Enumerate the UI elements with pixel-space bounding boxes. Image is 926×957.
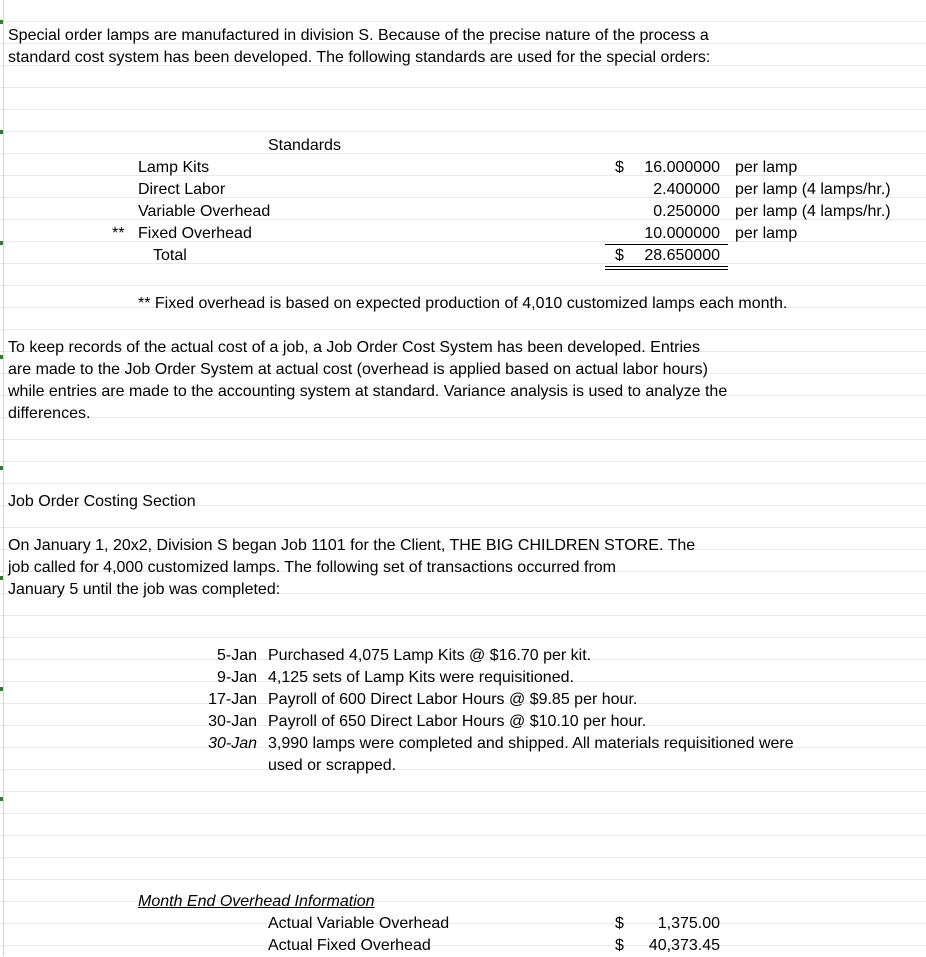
footnote-marker: ** [112,225,125,242]
standards-unit: per lamp (4 lamps/hr.) [735,203,891,220]
standards-label: Fixed Overhead [138,225,252,242]
overhead-heading: Month End Overhead Information [138,893,375,910]
paragraph-line: On January 1, 20x2, Division S began Job 1101 for the Client, THE BIG CHILDREN STORE. The [8,537,696,554]
currency-symbol: $ [615,247,624,264]
standards-total-amount: 28.650000 [644,247,720,264]
standards-amount: 2.400000 [653,181,720,198]
paragraph-line: while entries are made to the accounting system at standard. Variance analysis is used to analyze the [8,383,728,400]
paragraph-line: To keep records of the actual cost of a job, a Job Order Cost System has been developed. Entries [8,339,700,356]
paragraph-line: differences. [8,405,91,422]
transaction-text: Payroll of 650 Direct Labor Hours @ $10.10 per hour. [268,713,647,730]
overhead-amount: 40,373.45 [648,937,720,954]
transaction-date: 30-Jan [208,713,257,730]
transaction-text: 4,125 sets of Lamp Kits were requisitioned. [268,669,574,686]
intro-line: standard cost system has been developed. The following standards are used for the special orders: [8,49,711,66]
row-marker [0,241,3,245]
intro-line: Special order lamps are manufactured in division S. Because of the precise nature of the process a [8,27,709,44]
standards-footnote: ** Fixed overhead is based on expected production of 4,010 customized lamps each month. [138,295,788,312]
transaction-text: Payroll of 600 Direct Labor Hours @ $9.85 per hour. [268,691,638,708]
transaction-date: 5-Jan [216,647,257,664]
transaction-date: 9-Jan [216,669,257,686]
currency-symbol: $ [615,937,624,954]
overhead-label: Actual Variable Overhead [268,915,450,932]
overhead-label: Actual Fixed Overhead [268,937,431,954]
standards-total-label: Total [153,247,187,264]
currency-symbol: $ [615,159,624,176]
transaction-date: 30-Jan [208,735,257,752]
row-marker [0,687,3,691]
row-marker [0,355,3,359]
section-title: Job Order Costing Section [8,493,196,510]
row-marker [0,466,3,470]
standards-amount: 0.250000 [653,203,720,220]
standards-unit: per lamp [735,159,798,176]
sheet-column-divider [3,0,4,956]
paragraph-line: January 5 until the job was completed: [8,581,281,598]
paragraph-line: are made to the Job Order System at actual cost (overhead is applied based on actual labor hours) [8,361,708,378]
currency-symbol: $ [615,915,624,932]
transaction-text: 3,990 lamps were completed and shipped. All materials requisitioned were [268,735,794,752]
row-marker [0,797,3,801]
transaction-continuation: used or scrapped. [268,757,397,774]
standards-unit: per lamp (4 lamps/hr.) [735,181,891,198]
standards-amount: 16.000000 [644,159,720,176]
row-marker [0,130,3,134]
transaction-date: 17-Jan [208,691,257,708]
row-marker [0,20,3,24]
total-double-rule [605,266,728,270]
standards-heading: Standards [268,137,341,154]
standards-label: Lamp Kits [138,159,210,176]
standards-amount: 10.000000 [644,225,720,242]
standards-label: Direct Labor [138,181,226,198]
standards-label: Variable Overhead [138,203,271,220]
transaction-text: Purchased 4,075 Lamp Kits @ $16.70 per kit. [268,647,592,664]
standards-unit: per lamp [735,225,798,242]
overhead-amount: 1,375.00 [657,915,720,932]
paragraph-line: job called for 4,000 customized lamps. The following set of transactions occurred from [8,559,616,576]
row-marker [0,576,3,580]
